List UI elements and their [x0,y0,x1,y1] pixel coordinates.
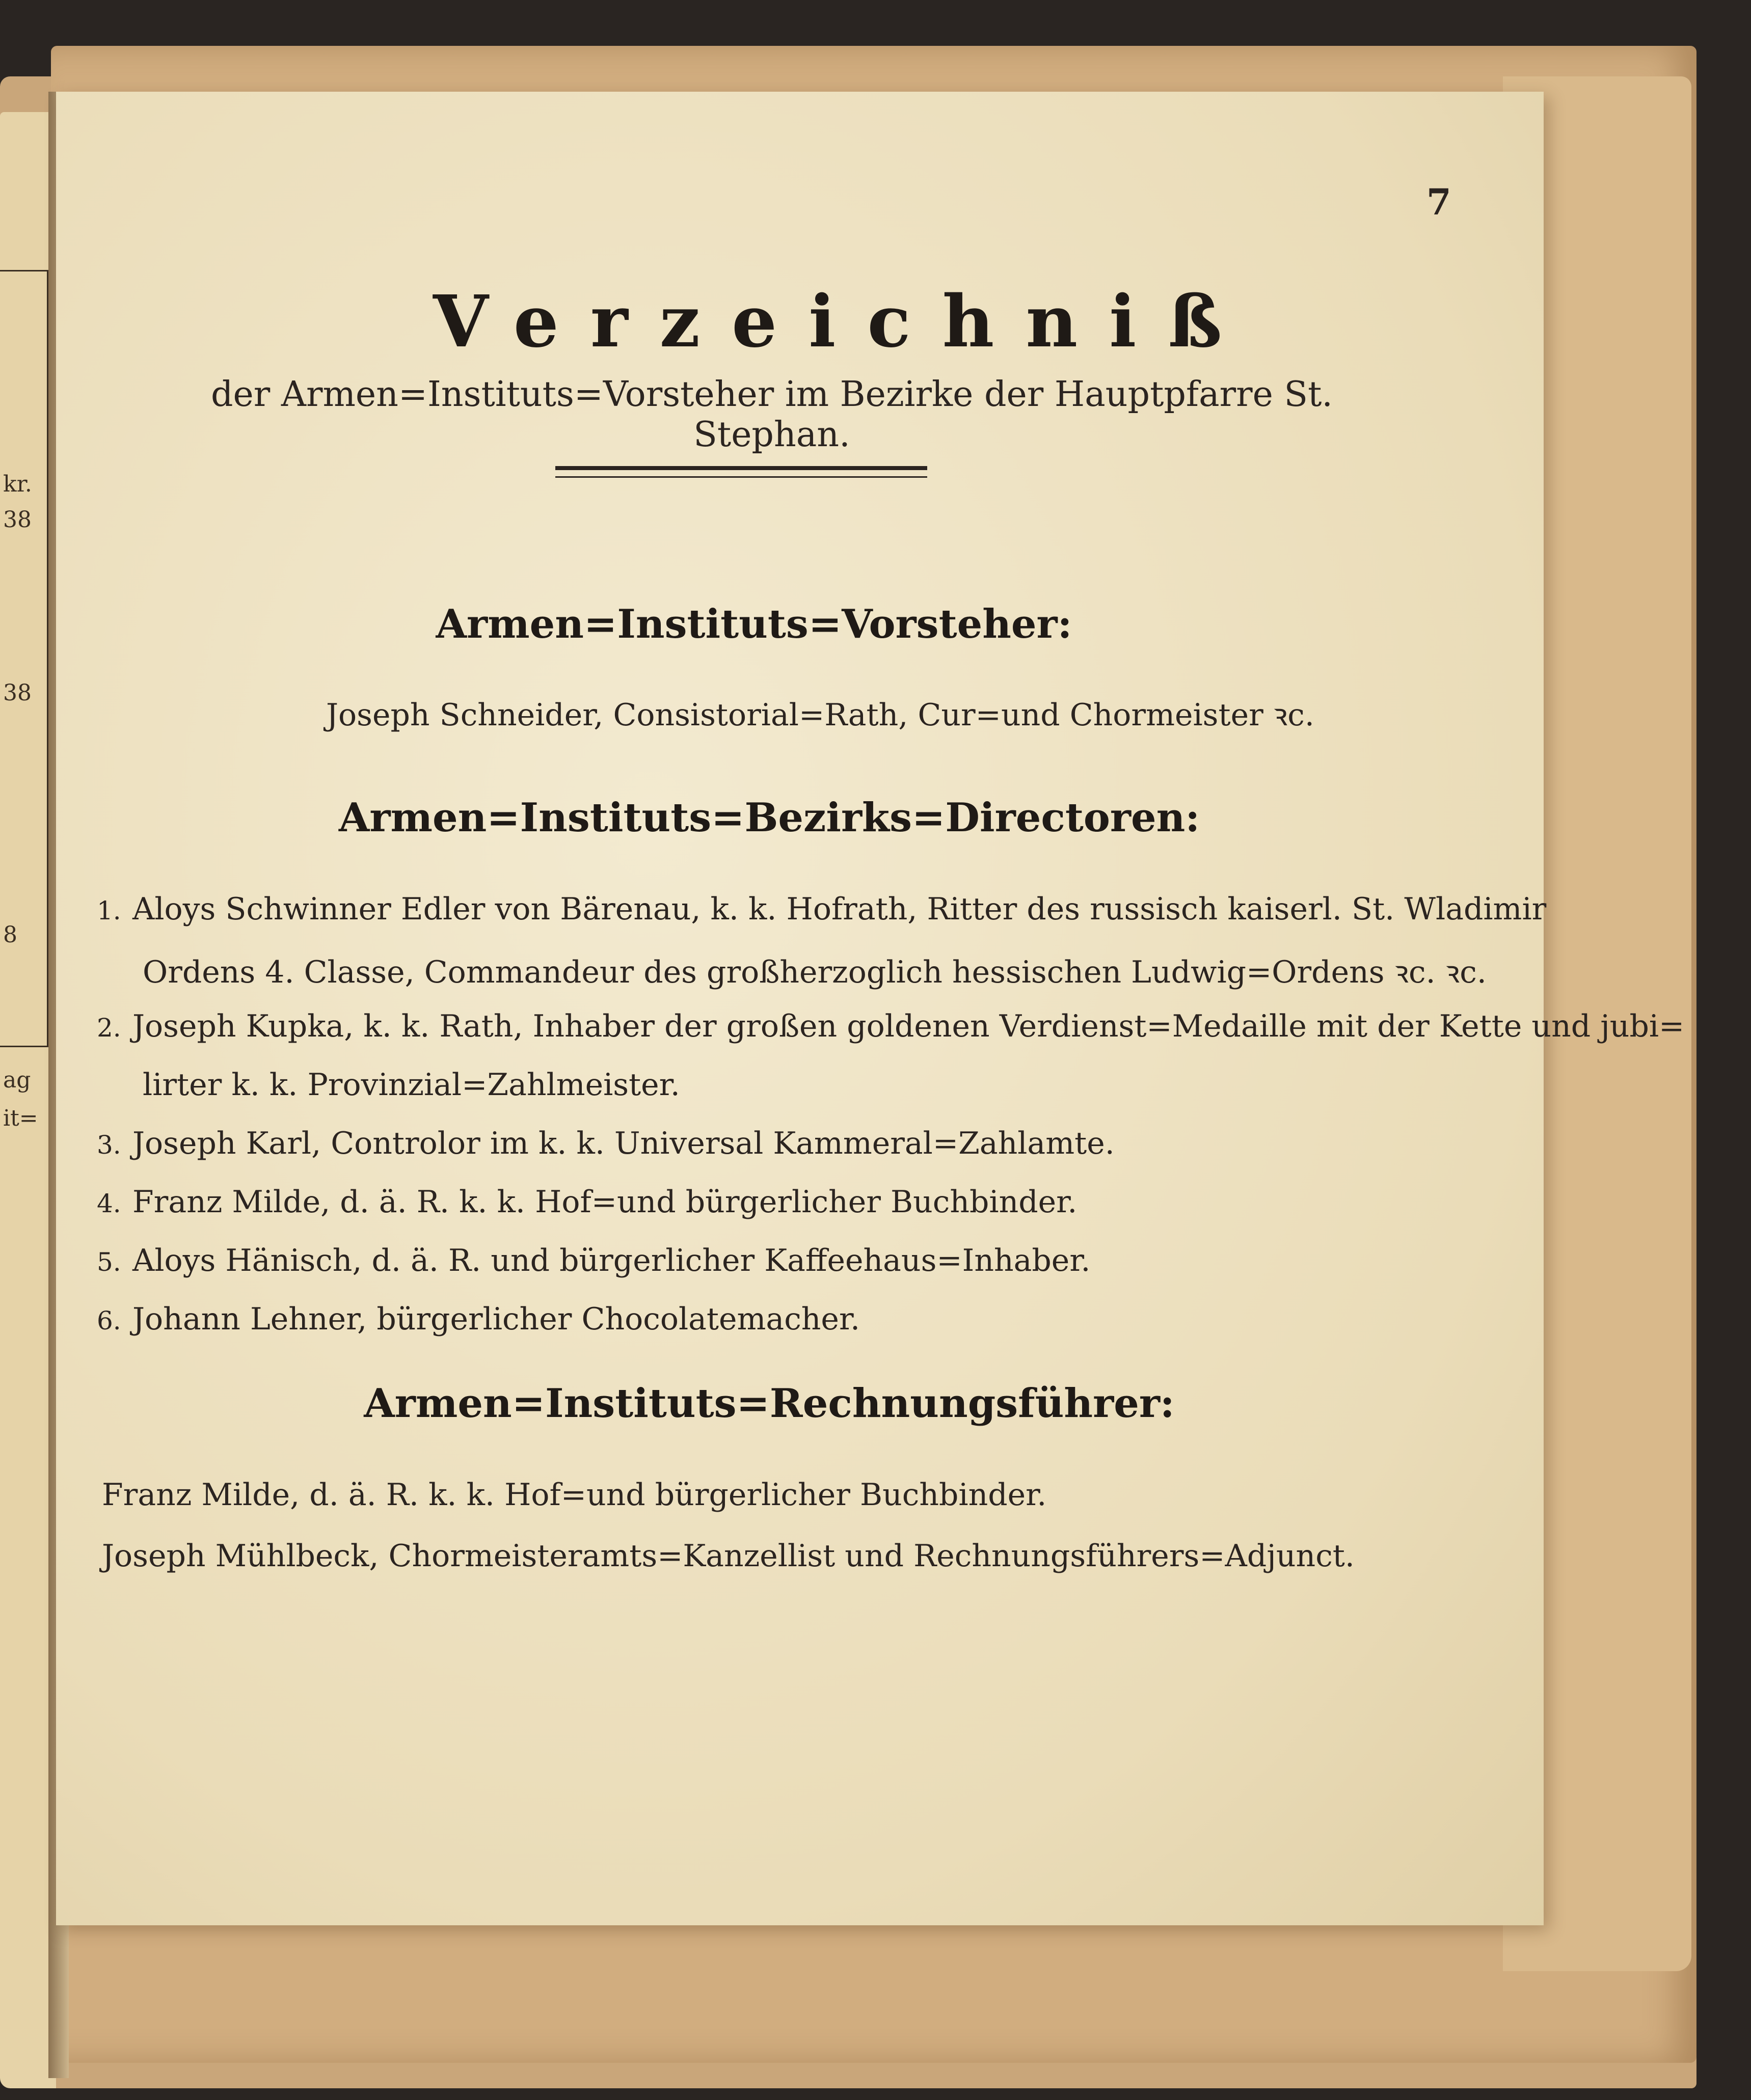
list-item [97,1008,1684,1044]
page-title: Verzeichniß [433,280,1254,364]
list-item [97,1301,860,1337]
rechnungsfuehrer-line: Franz Milde, d. ä. R. k. k. Hof=und bürgerlicher Buchbinder. [102,1477,1047,1513]
entry-number: 4. [97,1189,121,1218]
left-page [0,112,56,2088]
page-subtitle: der Armen=Instituts=Vorsteher im Bezirke der Hauptpfarre St. Stephan. [210,374,1333,455]
entry-continuation: Ordens 4. Classe, Commandeur des großherzoglich hessischen Ludwig=Ordens ꝛc. ꝛc. [143,954,1487,990]
entry-number: 3. [97,1130,121,1160]
list-item [97,891,1546,927]
entry-text: Joseph Kupka, k. k. Rath, Inhaber der großen goldenen Verdienst=Medaille mit der Kette und jubi= [132,1008,1685,1044]
list-item [97,1243,1090,1278]
entry-text: Johann Lehner, bürgerlicher Chocolatemacher. [132,1301,860,1337]
entry-text: Aloys Hänisch, d. ä. R. und bürgerlicher Kaffeehaus=Inhaber. [132,1243,1091,1278]
left-fragment: kr. [3,471,32,497]
entry-continuation: lirter k. k. Provinzial=Zahlmeister. [143,1067,680,1103]
document-page [56,92,1685,1925]
entry-number: 1. [97,896,121,925]
page-number: 7 [1426,181,1451,223]
section-heading: Armen=Instituts=Vorsteher: [436,601,1072,647]
vorsteher-line: Joseph Schneider, Consistorial=Rath, Cur=und Chormeister ꝛc. [326,697,1314,733]
section-heading: Armen=Instituts=Bezirks=Directoren: [338,795,1200,841]
entry-text: Franz Milde, d. ä. R. k. k. Hof=und bürgerlicher Buchbinder. [132,1184,1077,1220]
list-item [97,1184,1077,1220]
left-fragment: 38 [3,507,32,533]
entry-text: Joseph Karl, Controlor im k. k. Universal Kammeral=Zahlamte. [132,1126,1115,1161]
title-rule [555,466,927,478]
entry-text: Aloys Schwinner Edler von Bärenau, k. k. Hofrath, Ritter des russisch kaiserl. St. Wladimir [132,891,1547,927]
list-item [97,1126,1115,1161]
entry-number: 2. [97,1013,121,1043]
section-heading: Armen=Instituts=Rechnungsführer: [364,1380,1175,1427]
left-fragment: ag [3,1067,31,1093]
left-fragment: 38 [3,680,32,706]
entry-number: 5. [97,1247,121,1277]
left-fragment: it= [3,1105,38,1131]
entry-number: 6. [97,1306,121,1335]
rechnungsfuehrer-line: Joseph Mühlbeck, Chormeisteramts=Kanzellist und Rechnungsführers=Adjunct. [102,1538,1355,1574]
left-fragment: 8 [3,922,17,948]
